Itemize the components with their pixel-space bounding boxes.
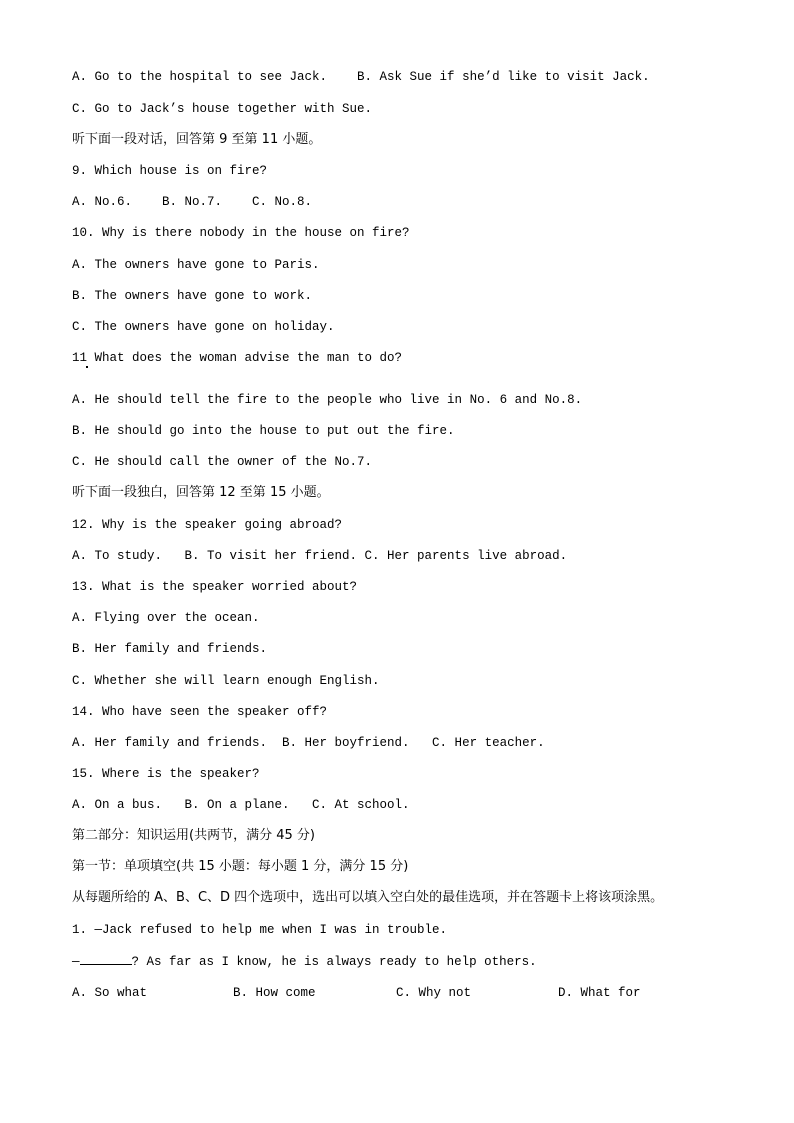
question-9: 9. Which house is on fire? bbox=[72, 164, 268, 178]
option-line: C. Go to Jack’s house together with Sue. bbox=[72, 102, 373, 116]
option-line: A. Flying over the ocean. bbox=[72, 611, 260, 625]
question-14: 14. Who have seen the speaker off? bbox=[72, 705, 328, 719]
option-a: A. So what bbox=[72, 986, 148, 1000]
answer-blank bbox=[80, 953, 132, 965]
question-14-options: A. Her family and friends. B. Her boyfriend. C. Her teacher. bbox=[72, 736, 545, 750]
option-line: A. He should tell the fire to the people who live in No. 6 and No.8. bbox=[72, 393, 583, 407]
section-instruction: 听下面一段对话，回答第 9 至第 11 小题。 bbox=[72, 132, 322, 147]
option-line: A. The owners have gone to Paris. bbox=[72, 258, 320, 272]
option-line: B. Her family and friends. bbox=[72, 642, 268, 656]
option-line: A. Go to the hospital to see Jack. B. Ask Sue if she’d like to visit Jack. bbox=[72, 70, 650, 84]
question-10: 10. Why is there nobody in the house on fire? bbox=[72, 226, 410, 240]
option-line: C. He should call the owner of the No.7. bbox=[72, 455, 373, 469]
question-11: 11 What does the woman advise the man to do? bbox=[72, 351, 403, 365]
reply-text: ? As far as I know, he is always ready to help others. bbox=[131, 955, 537, 969]
question-12-options: A. To study. B. To visit her friend. C. Her parents live abroad. bbox=[72, 549, 568, 563]
question-1: 1. —Jack refused to help me when I was in trouble. bbox=[72, 923, 448, 937]
stray-mark bbox=[86, 366, 88, 368]
option-b: B. How come bbox=[233, 986, 316, 1000]
section-heading: 第一节：单项填空(共 15 小题：每小题 1 分，满分 15 分) bbox=[72, 859, 409, 874]
option-line: B. The owners have gone to work. bbox=[72, 289, 313, 303]
option-line: B. He should go into the house to put out the fire. bbox=[72, 424, 455, 438]
option-line: C. Whether she will learn enough English. bbox=[72, 674, 380, 688]
option-d: D. What for bbox=[558, 986, 641, 1000]
question-13: 13. What is the speaker worried about? bbox=[72, 580, 358, 594]
question-15-options: A. On a bus. B. On a plane. C. At school. bbox=[72, 798, 410, 812]
question-1-reply bbox=[72, 953, 537, 970]
option-c: C. Why not bbox=[396, 986, 472, 1000]
question-9-options: A. No.6. B. No.7. C. No.8. bbox=[72, 195, 313, 209]
section-instruction: 听下面一段独白，回答第 12 至第 15 小题。 bbox=[72, 485, 330, 500]
reply-dash: — bbox=[72, 955, 80, 969]
question-15: 15. Where is the speaker? bbox=[72, 767, 260, 781]
option-line: C. The owners have gone on holiday. bbox=[72, 320, 335, 334]
part-heading: 第二部分：知识运用(共两节，满分 45 分) bbox=[72, 828, 315, 843]
question-1-options bbox=[72, 985, 672, 1001]
section-instruction: 从每题所给的 A、B、C、D 四个选项中，选出可以填入空白处的最佳选项，并在答题卡上将该项涂黑。 bbox=[72, 890, 664, 905]
question-12: 12. Why is the speaker going abroad? bbox=[72, 518, 343, 532]
